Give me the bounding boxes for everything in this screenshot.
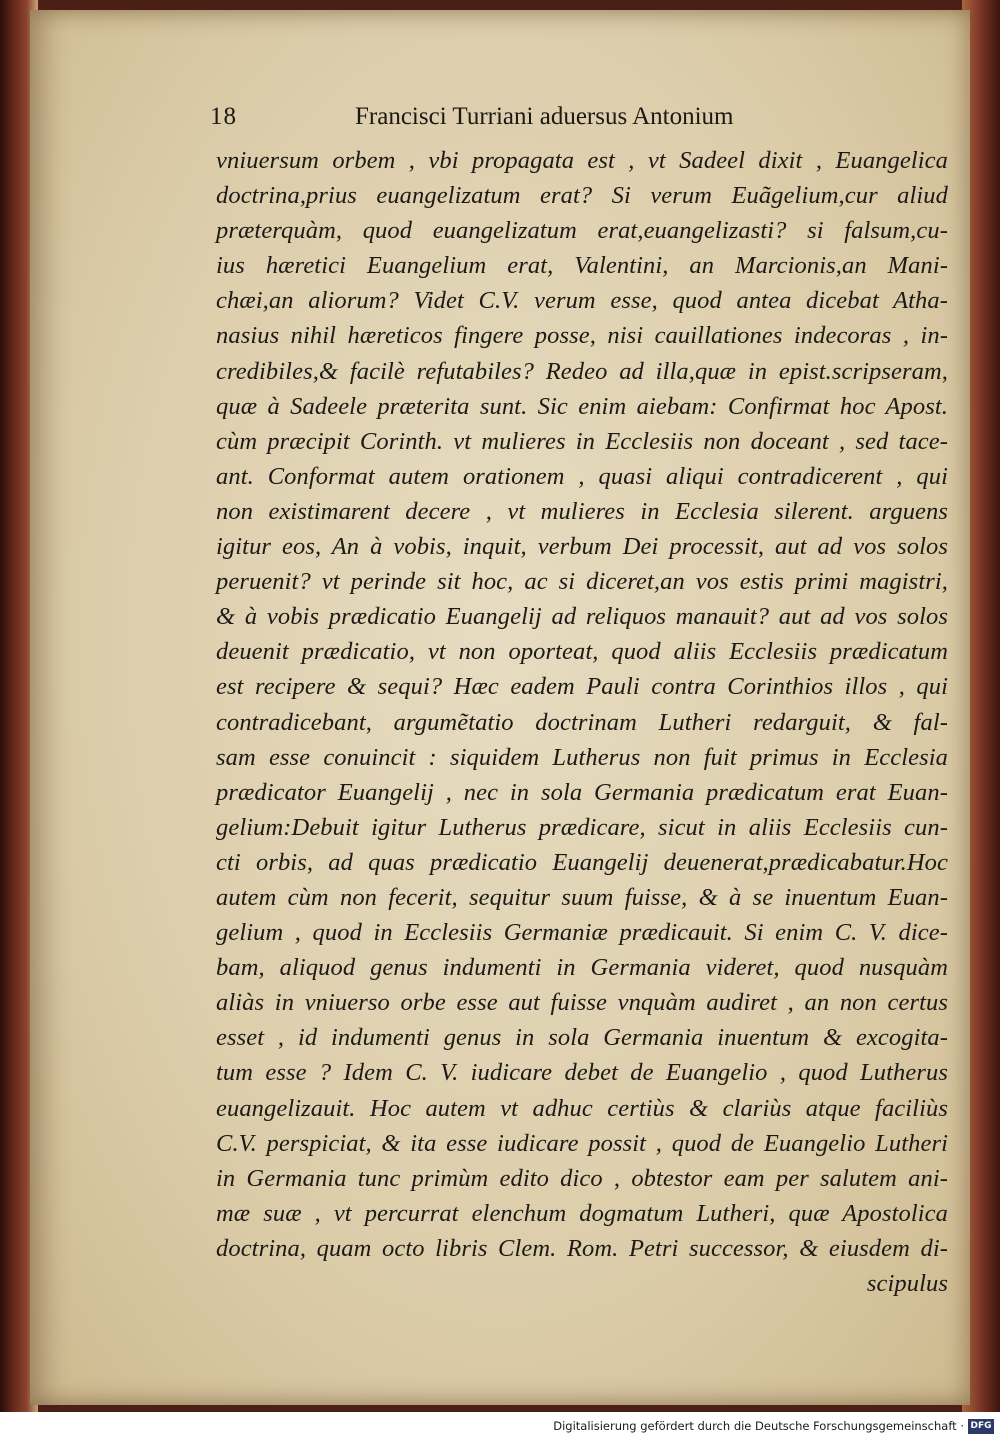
- text-line: in Germania tunc primùm edito dico , obtestor eam per salutem ani-: [216, 1164, 948, 1192]
- text-line: & à vobis prædicatio Euangelij ad reliquos manauit? aut ad vos solos: [216, 603, 948, 631]
- catchword: scipulus: [866, 1270, 948, 1297]
- text-line: sam esse conuincit : siquidem Lutherus non fuit primus in Ecclesia: [216, 743, 948, 771]
- text-line: prædicator Euangelij , nec in sola Germania prædicatum erat Euan-: [216, 778, 948, 806]
- text-line: peruenit? vt perinde sit hoc, ac si diceret,an vos estis primi magistri,: [216, 568, 948, 596]
- running-title: Francisci Turriani aduersus Antonium: [355, 103, 734, 130]
- text-line: ius hæretici Euangelium erat, Valentini, an Marcionis,an Mani-: [216, 252, 948, 280]
- text-line: igitur eos, An à vobis, inquit, verbum Dei processit, aut ad vos solos: [216, 533, 948, 561]
- text-line: nasius nihil hæreticos fingere posse, nisi cauillationes indecoras , in-: [216, 322, 948, 350]
- text-line: bam, aliquod genus indumenti in Germania videret, quod nusquàm: [216, 954, 948, 982]
- text-line: esset , id indumenti genus in sola Germania inuentum & excogita-: [216, 1024, 948, 1052]
- text-line: doctrina, quam octo libris Clem. Rom. Petri successor, & eiusdem di-: [216, 1234, 948, 1262]
- text-line: gelium , quod in Ecclesiis Germaniæ prædicauit. Si enim C. V. dice-: [216, 919, 948, 947]
- text-line: gelium:Debuit igitur Lutherus prædicare, sicut in aliis Ecclesiis cun-: [216, 813, 948, 841]
- text-line: tum esse ? Idem C. V. iudicare debet de Euangelio , quod Lutherus: [216, 1059, 948, 1087]
- text-line: ant. Conformat autem orationem , quasi aliqui contradicerent , qui: [216, 462, 948, 490]
- text-line: aliàs in vniuerso orbe esse aut fuisse vnquàm audiret , an non certus: [216, 989, 948, 1017]
- text-line: quæ à Sadeele præterita sunt. Sic enim aiebam: Confirmat hoc Apost.: [216, 392, 948, 420]
- text-line: cùm præcipit Corinth. vt mulieres in Ecclesiis non doceant , sed tace-: [216, 427, 948, 455]
- text-line: non existimarent decere , vt mulieres in Ecclesia silerent. arguens: [216, 497, 948, 525]
- body-text: [216, 143, 948, 1301]
- text-line: cti orbis, ad quas prædicatio Euangelij deuenerat,prædicabatur.Hoc: [216, 848, 948, 876]
- text-line: C.V. perspiciat, & ita esse iudicare possit , quod de Euangelio Lutheri: [216, 1129, 948, 1157]
- running-head: [210, 103, 790, 139]
- text-line: deuenit prædicatio, vt non oporteat, quod aliis Ecclesiis prædicatum: [216, 638, 948, 666]
- text-line: est recipere & sequi? Hæc eadem Pauli contra Corinthios illos , qui: [216, 673, 948, 701]
- text-line: doctrina,prius euangelizatum erat? Si verum Euãgelium,cur aliud: [216, 182, 948, 210]
- text-line: autem cùm non fecerit, sequitur suum fuisse, & à se inuentum Euan-: [216, 883, 948, 911]
- text-line: credibiles,& facilè refutabiles? Redeo ad illa,quæ in epist.scripseram,: [216, 357, 948, 385]
- text-line: contradicebant, argumẽtatio doctrinam Lutheri redarguit, & fal-: [216, 708, 948, 736]
- text-line: vniuersum orbem , vbi propagata est , vt Sadeel dixit , Euangelica: [216, 147, 948, 174]
- dfg-logo-icon: DFG: [968, 1419, 994, 1434]
- footer-bar: [0, 1412, 1000, 1442]
- text-line: euangelizauit. Hoc autem vt adhuc certiùs & clariùs atque faciliùs: [216, 1094, 948, 1122]
- text-line: mæ suæ , vt percurrat elenchum dogmatum Lutheri, quæ Apostolica: [216, 1199, 948, 1227]
- page-number: 18: [210, 103, 237, 130]
- funding-credit: Digitalisierung gefördert durch die Deutsche Forschungsgemeinschaft ·: [553, 1419, 964, 1433]
- text-line: præterquàm, quod euangelizatum erat,euangelizasti? si falsum,cu-: [216, 217, 948, 245]
- text-line: chæi,an aliorum? Videt C.V. verum esse, quod antea dicebat Atha-: [216, 287, 948, 315]
